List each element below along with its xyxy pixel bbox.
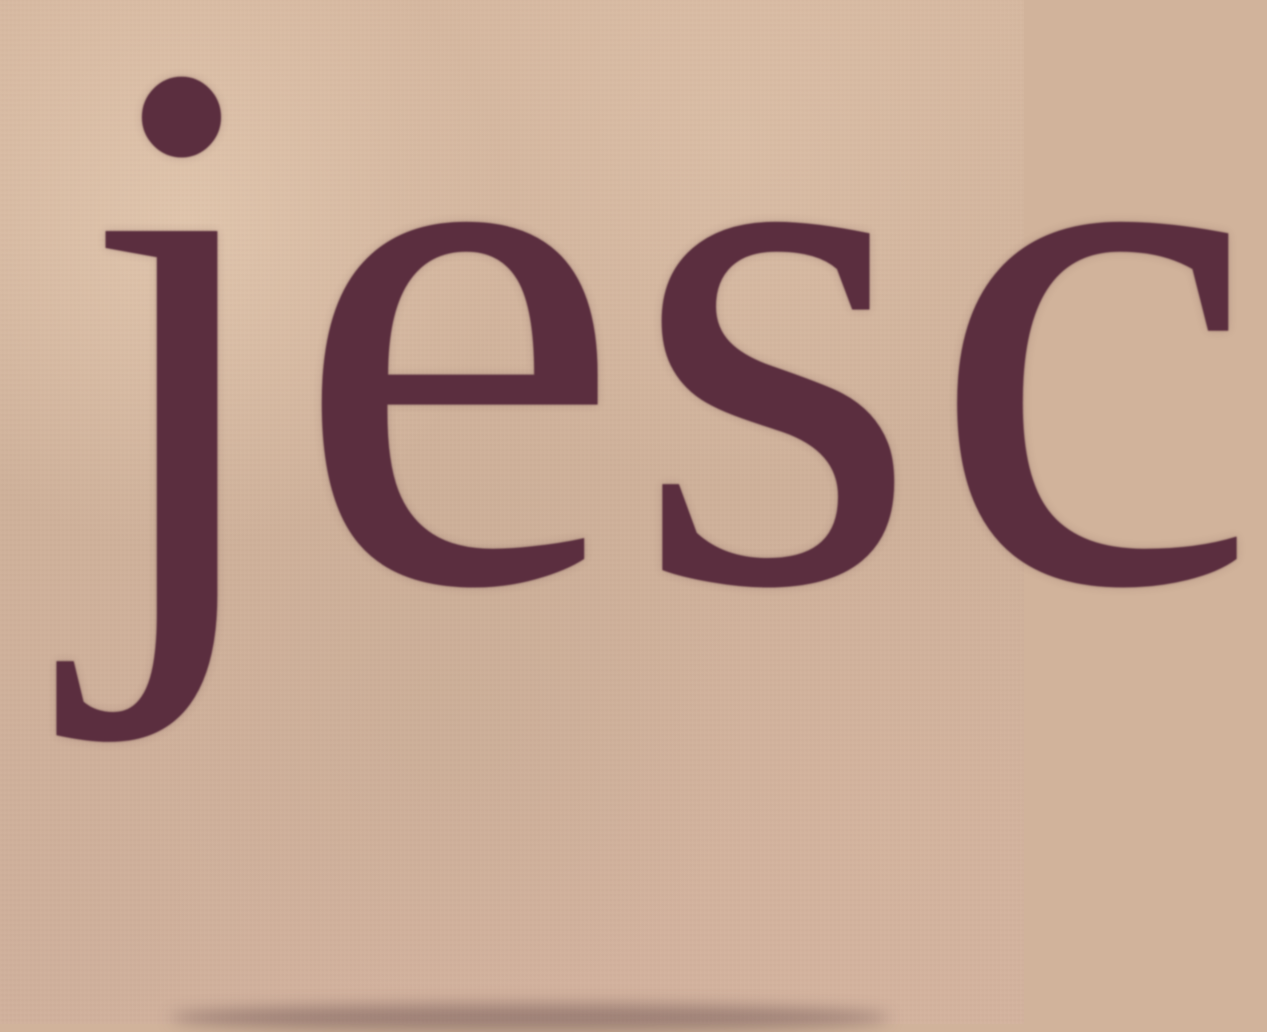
lower-ink-fragment (170, 1004, 890, 1032)
document-word-fragment: jesc (78, 0, 1267, 745)
